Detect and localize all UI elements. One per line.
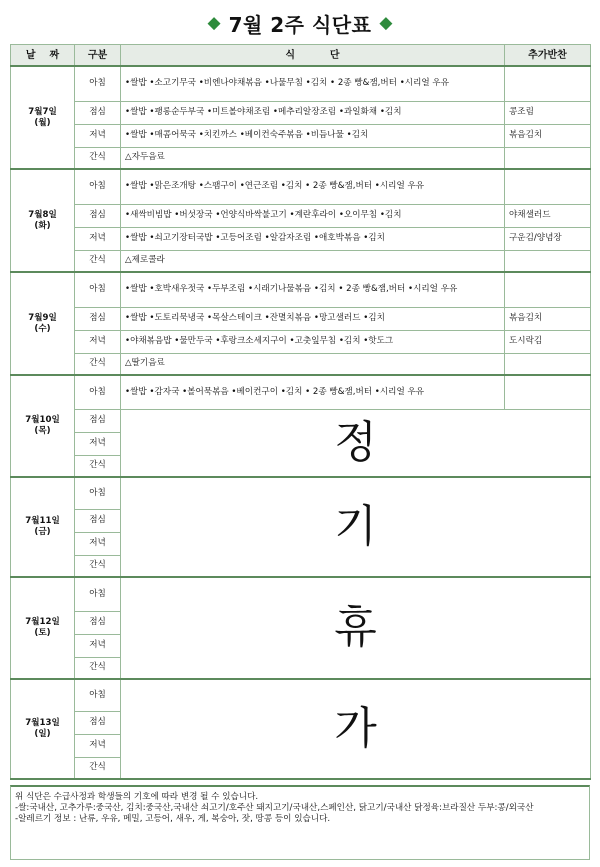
note-line: -알레르기 정보 : 난류, 우유, 메밀, 고등어, 새우, 게, 복숭아, 잣, 땅콩 등이 있습니다. — [15, 814, 331, 824]
table-row — [11, 124, 591, 147]
date-label: 7월7일 — [28, 106, 57, 117]
diamond-icon: ◆ — [379, 12, 393, 33]
menu-cell: •쌀밥 •도토리묵냉국 •목살스테이크 •잔멸치볶음 •망고샐러드 •김치 — [121, 307, 505, 330]
meal-type-cell: 점심 — [75, 509, 121, 532]
table-row — [11, 477, 591, 509]
meal-type-cell: 간식 — [75, 250, 121, 272]
table-row — [11, 169, 591, 204]
menu-cell: •쌀밥 •팽롱순두부국 •미트볼야채조림 •메추리알장조림 •과일화채 •김치 — [121, 101, 505, 124]
meal-type-cell: 점심 — [75, 409, 121, 432]
weekday-label: (일) — [34, 729, 51, 739]
table-row — [11, 307, 591, 330]
menu-cell: △딸기음료 — [121, 353, 505, 375]
weekday-label: (금) — [34, 527, 51, 537]
menu-cell: •야채볶음밥 •물만두국 •후랑크소세지구이 •고춧잎무침 •김치 •핫도그 — [121, 330, 505, 353]
title-text: 7월 2주 식단표 — [228, 12, 372, 37]
table-row — [11, 250, 591, 272]
date-label: 7월12일 — [25, 617, 60, 627]
header-menu: 식 단 — [121, 45, 505, 67]
table-row — [11, 375, 591, 409]
table-row — [11, 147, 591, 169]
holiday-char: 기 — [334, 501, 377, 552]
table-row — [11, 272, 591, 307]
table-row — [11, 409, 591, 432]
extra-dish-cell: 구운김/양념장 — [505, 227, 591, 250]
meal-type-cell: 저녁 — [75, 532, 121, 555]
date-label: 7월9일 — [28, 312, 57, 323]
table-row — [11, 101, 591, 124]
holiday-cell — [121, 477, 591, 577]
table-header-row — [11, 45, 591, 67]
meal-type-cell: 간식 — [75, 757, 121, 779]
meal-type-cell: 아침 — [75, 169, 121, 204]
table-body — [11, 66, 591, 779]
meal-type-cell: 아침 — [75, 679, 121, 711]
extra-dish-cell: 야채샐러드 — [505, 204, 591, 227]
header-date: 날 짜 — [11, 45, 75, 67]
meal-type-cell: 저녁 — [75, 734, 121, 757]
table-row — [11, 679, 591, 711]
diamond-icon: ◆ — [207, 12, 221, 33]
weekday-label: (목) — [34, 426, 51, 436]
extra-dish-cell — [505, 353, 591, 375]
header-meal: 구분 — [75, 45, 121, 67]
page-title — [0, 8, 600, 38]
holiday-char: 정 — [334, 416, 377, 468]
table-row — [11, 227, 591, 250]
date-cell — [11, 66, 75, 169]
meal-type-cell: 간식 — [75, 657, 121, 679]
menu-cell: •쌀밥 •소고기무국 •비엔나야채볶음 •나물무침 •김치 • 2종 빵&잼,버터 •시리얼 우유 — [121, 66, 505, 101]
meal-table — [10, 44, 591, 780]
date-cell — [11, 375, 75, 477]
date-label: 7월11일 — [25, 516, 60, 526]
table-row — [11, 204, 591, 227]
extra-dish-cell: 볶음김치 — [505, 124, 591, 147]
note-line: 위 식단은 수급사정과 학생들의 기호에 따라 변경 될 수 있습니다. — [15, 792, 259, 802]
date-cell — [11, 679, 75, 779]
extra-dish-cell — [505, 169, 591, 204]
meal-type-cell: 아침 — [75, 66, 121, 101]
date-cell — [11, 272, 75, 375]
meal-type-cell: 간식 — [75, 147, 121, 169]
table-row — [11, 66, 591, 101]
meal-type-cell: 아침 — [75, 577, 121, 611]
meal-type-cell: 점심 — [75, 711, 121, 734]
meal-type-cell: 저녁 — [75, 634, 121, 657]
holiday-cell — [121, 577, 591, 679]
meal-type-cell: 점심 — [75, 204, 121, 227]
date-label: 7월13일 — [25, 718, 60, 728]
menu-cell: △제로콜라 — [121, 250, 505, 272]
meal-type-cell: 저녁 — [75, 330, 121, 353]
date-cell — [11, 477, 75, 577]
meal-type-cell: 간식 — [75, 455, 121, 477]
extra-dish-cell: 볶음김치 — [505, 307, 591, 330]
holiday-cell — [121, 679, 591, 779]
meal-type-cell: 간식 — [75, 555, 121, 577]
menu-cell: •쌀밥 •감자국 •볼어묵볶음 •베이컨구이 •김치 • 2종 빵&잼,버터 •시리얼 우유 — [121, 375, 505, 409]
meal-type-cell: 저녁 — [75, 227, 121, 250]
menu-cell: •새싹비빔밥 •버섯장국 •언양식바싹불고기 •계란후라이 •오이무침 •김치 — [121, 204, 505, 227]
meal-type-cell: 아침 — [75, 477, 121, 509]
meal-type-cell: 아침 — [75, 375, 121, 409]
weekday-label: (토) — [34, 628, 51, 638]
meal-type-cell: 점심 — [75, 611, 121, 634]
extra-dish-cell: 콩조림 — [505, 101, 591, 124]
menu-cell: •쌀밥 •매콤어묵국 •치킨까스 •베이컨숙주볶음 •비듬나물 •김치 — [121, 124, 505, 147]
menu-cell: •쌀밥 •호박새우젓국 •두부조림 •시래기나물볶음 •김치 • 2종 빵&잼,버터 •시리얼 우유 — [121, 272, 505, 307]
date-cell — [11, 169, 75, 272]
extra-dish-cell — [505, 66, 591, 101]
weekday-label: (화) — [34, 220, 51, 231]
date-label: 7월10일 — [25, 415, 60, 425]
menu-cell: •쌀밥 •맑은조개탕 •스팸구이 •연근조림 •김치 • 2종 빵&잼,버터 •시리얼 우유 — [121, 169, 505, 204]
notes-box — [10, 785, 590, 860]
date-cell — [11, 577, 75, 679]
holiday-cell — [121, 409, 591, 477]
menu-cell: △자두음료 — [121, 147, 505, 169]
meal-type-cell: 아침 — [75, 272, 121, 307]
meal-type-cell: 점심 — [75, 101, 121, 124]
holiday-char: 휴 — [334, 602, 377, 653]
meal-type-cell: 점심 — [75, 307, 121, 330]
holiday-char: 가 — [334, 703, 377, 754]
note-line: -쌀:국내산, 고추가루:중국산, 김치:중국산,국내산 쇠고기/호주산 돼지고기/국내산,스페인산, 닭고기/국내산 닭정육:브라질산 두부:콩/외국산 — [15, 803, 534, 813]
extra-dish-cell — [505, 375, 591, 409]
weekday-label: (월) — [34, 117, 51, 128]
header-extra: 추가반찬 — [505, 45, 591, 67]
extra-dish-cell — [505, 147, 591, 169]
meal-type-cell: 저녁 — [75, 124, 121, 147]
menu-cell: •쌀밥 •쇠고기장터국밥 •고등어조림 •알감자조림 •애호박볶음 •김치 — [121, 227, 505, 250]
table-row — [11, 577, 591, 611]
extra-dish-cell — [505, 272, 591, 307]
weekday-label: (수) — [34, 323, 51, 334]
meal-type-cell: 간식 — [75, 353, 121, 375]
table-row — [11, 330, 591, 353]
date-label: 7월8일 — [28, 209, 57, 220]
meal-type-cell: 저녁 — [75, 432, 121, 455]
extra-dish-cell — [505, 250, 591, 272]
extra-dish-cell: 도시락김 — [505, 330, 591, 353]
table-row — [11, 353, 591, 375]
